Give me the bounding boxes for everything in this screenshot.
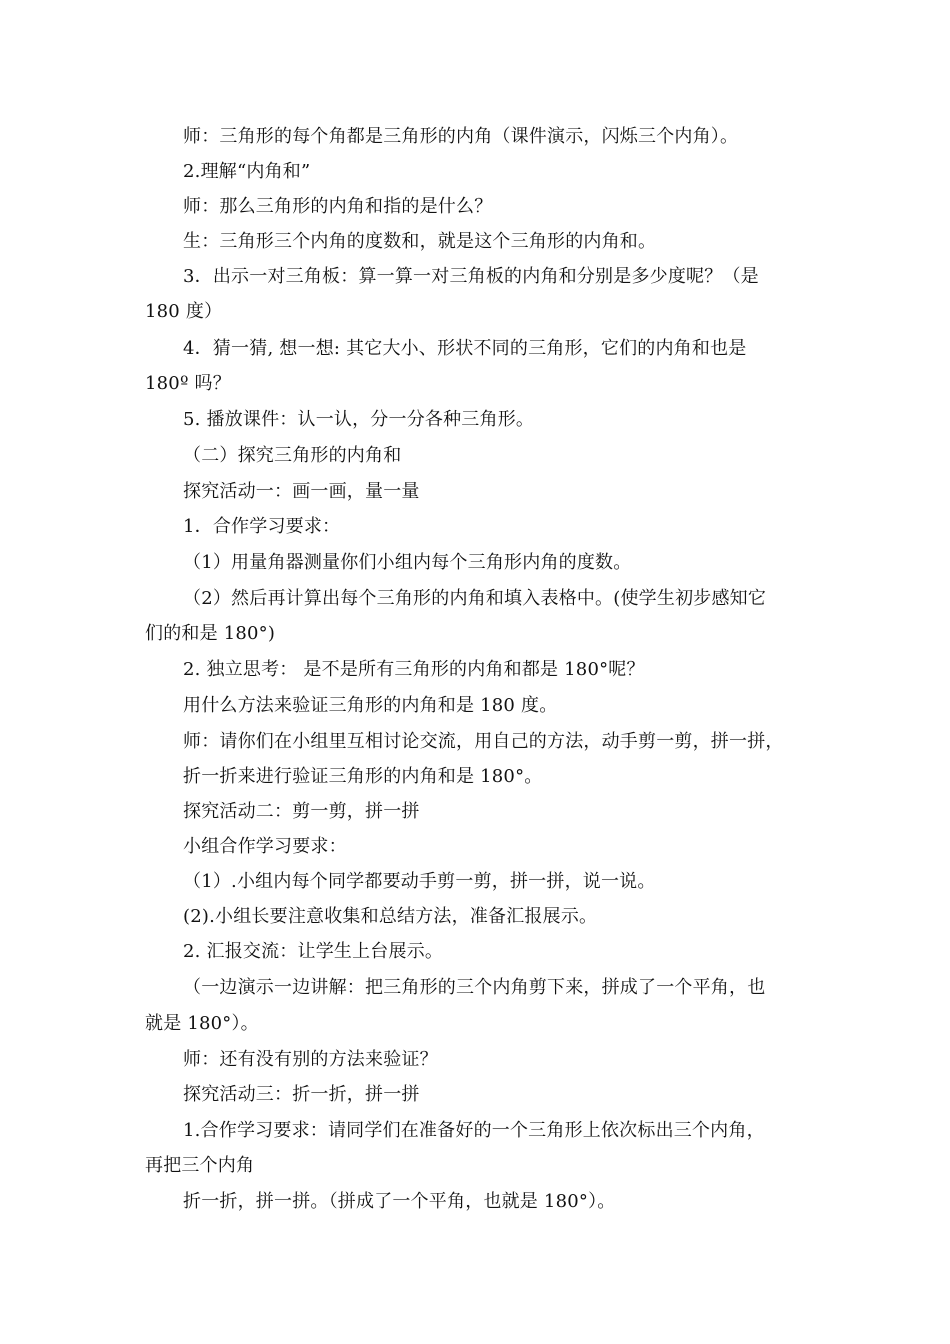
text-line: 2. 汇报交流：让学生上台展示。 [183, 941, 444, 962]
text-line: 们的和是 180°) [145, 623, 276, 644]
text-line: 师：那么三角形的内角和指的是什么？ [183, 196, 493, 217]
text-line: 探究活动一：画一画，量一量 [183, 481, 420, 502]
text-line: 180º 吗？ [145, 373, 231, 394]
text-line: 探究活动二：剪一剪，拼一拼 [183, 801, 420, 822]
text-line: 3．出示一对三角板：算一算一对三角板的内角和分别是多少度呢？（是 [183, 266, 759, 287]
text-line: （1）.小组内每个同学都要动手剪一剪，拼一拼，说一说。 [183, 871, 656, 892]
text-line: 探究活动三：折一折，拼一拼 [183, 1084, 420, 1105]
section-heading: （二）探究三角形的内角和 [183, 445, 402, 466]
text-line: 师：还有没有别的方法来验证？ [183, 1049, 438, 1070]
text-line: 就是 180°）。 [145, 1013, 259, 1034]
text-line: （一边演示一边讲解：把三角形的三个内角剪下来，拼成了一个平角，也 [183, 977, 766, 998]
text-line: 2.理解“内角和” [183, 161, 311, 182]
text-line: 师：三角形的每个角都是三角形的内角（课件演示，闪烁三个内角）。 [183, 126, 739, 147]
text-line: 再把三个内角 [145, 1155, 255, 1176]
text-line: 折一折来进行验证三角形的内角和是 180°。 [183, 766, 543, 787]
text-line: 180 度） [145, 301, 223, 322]
text-line: 小组合作学习要求： [183, 836, 347, 857]
text-line: 师：请你们在小组里互相讨论交流，用自己的方法，动手剪一剪，拼一拼， [183, 731, 784, 752]
text-line: 2. 独立思考： 是不是所有三角形的内角和都是 180°呢？ [183, 659, 645, 680]
text-line: （2）然后再计算出每个三角形的内角和填入表格中。(使学生初步感知它 [183, 588, 767, 609]
text-line: 用什么方法来验证三角形的内角和是 180 度。 [183, 695, 558, 716]
text-line: 折一折，拼一拼。（拼成了一个平角，也就是 180°）。 [183, 1191, 616, 1212]
text-line: （1）用量角器测量你们小组内每个三角形内角的度数。 [183, 552, 632, 573]
text-line: 生：三角形三个内角的度数和，就是这个三角形的内角和。 [183, 231, 657, 252]
text-line: 5. 播放课件：认一认，分一分各种三角形。 [183, 409, 535, 430]
text-line: 1．合作学习要求： [183, 516, 341, 537]
text-line: 4．猜一猜, 想一想: 其它大小、形状不同的三角形，它们的内角和也是 [183, 338, 747, 359]
text-line: (2).小组长要注意收集和总结方法，准备汇报展示。 [183, 906, 598, 927]
text-line: 1.合作学习要求：请同学们在准备好的一个三角形上依次标出三个内角， [183, 1120, 765, 1141]
